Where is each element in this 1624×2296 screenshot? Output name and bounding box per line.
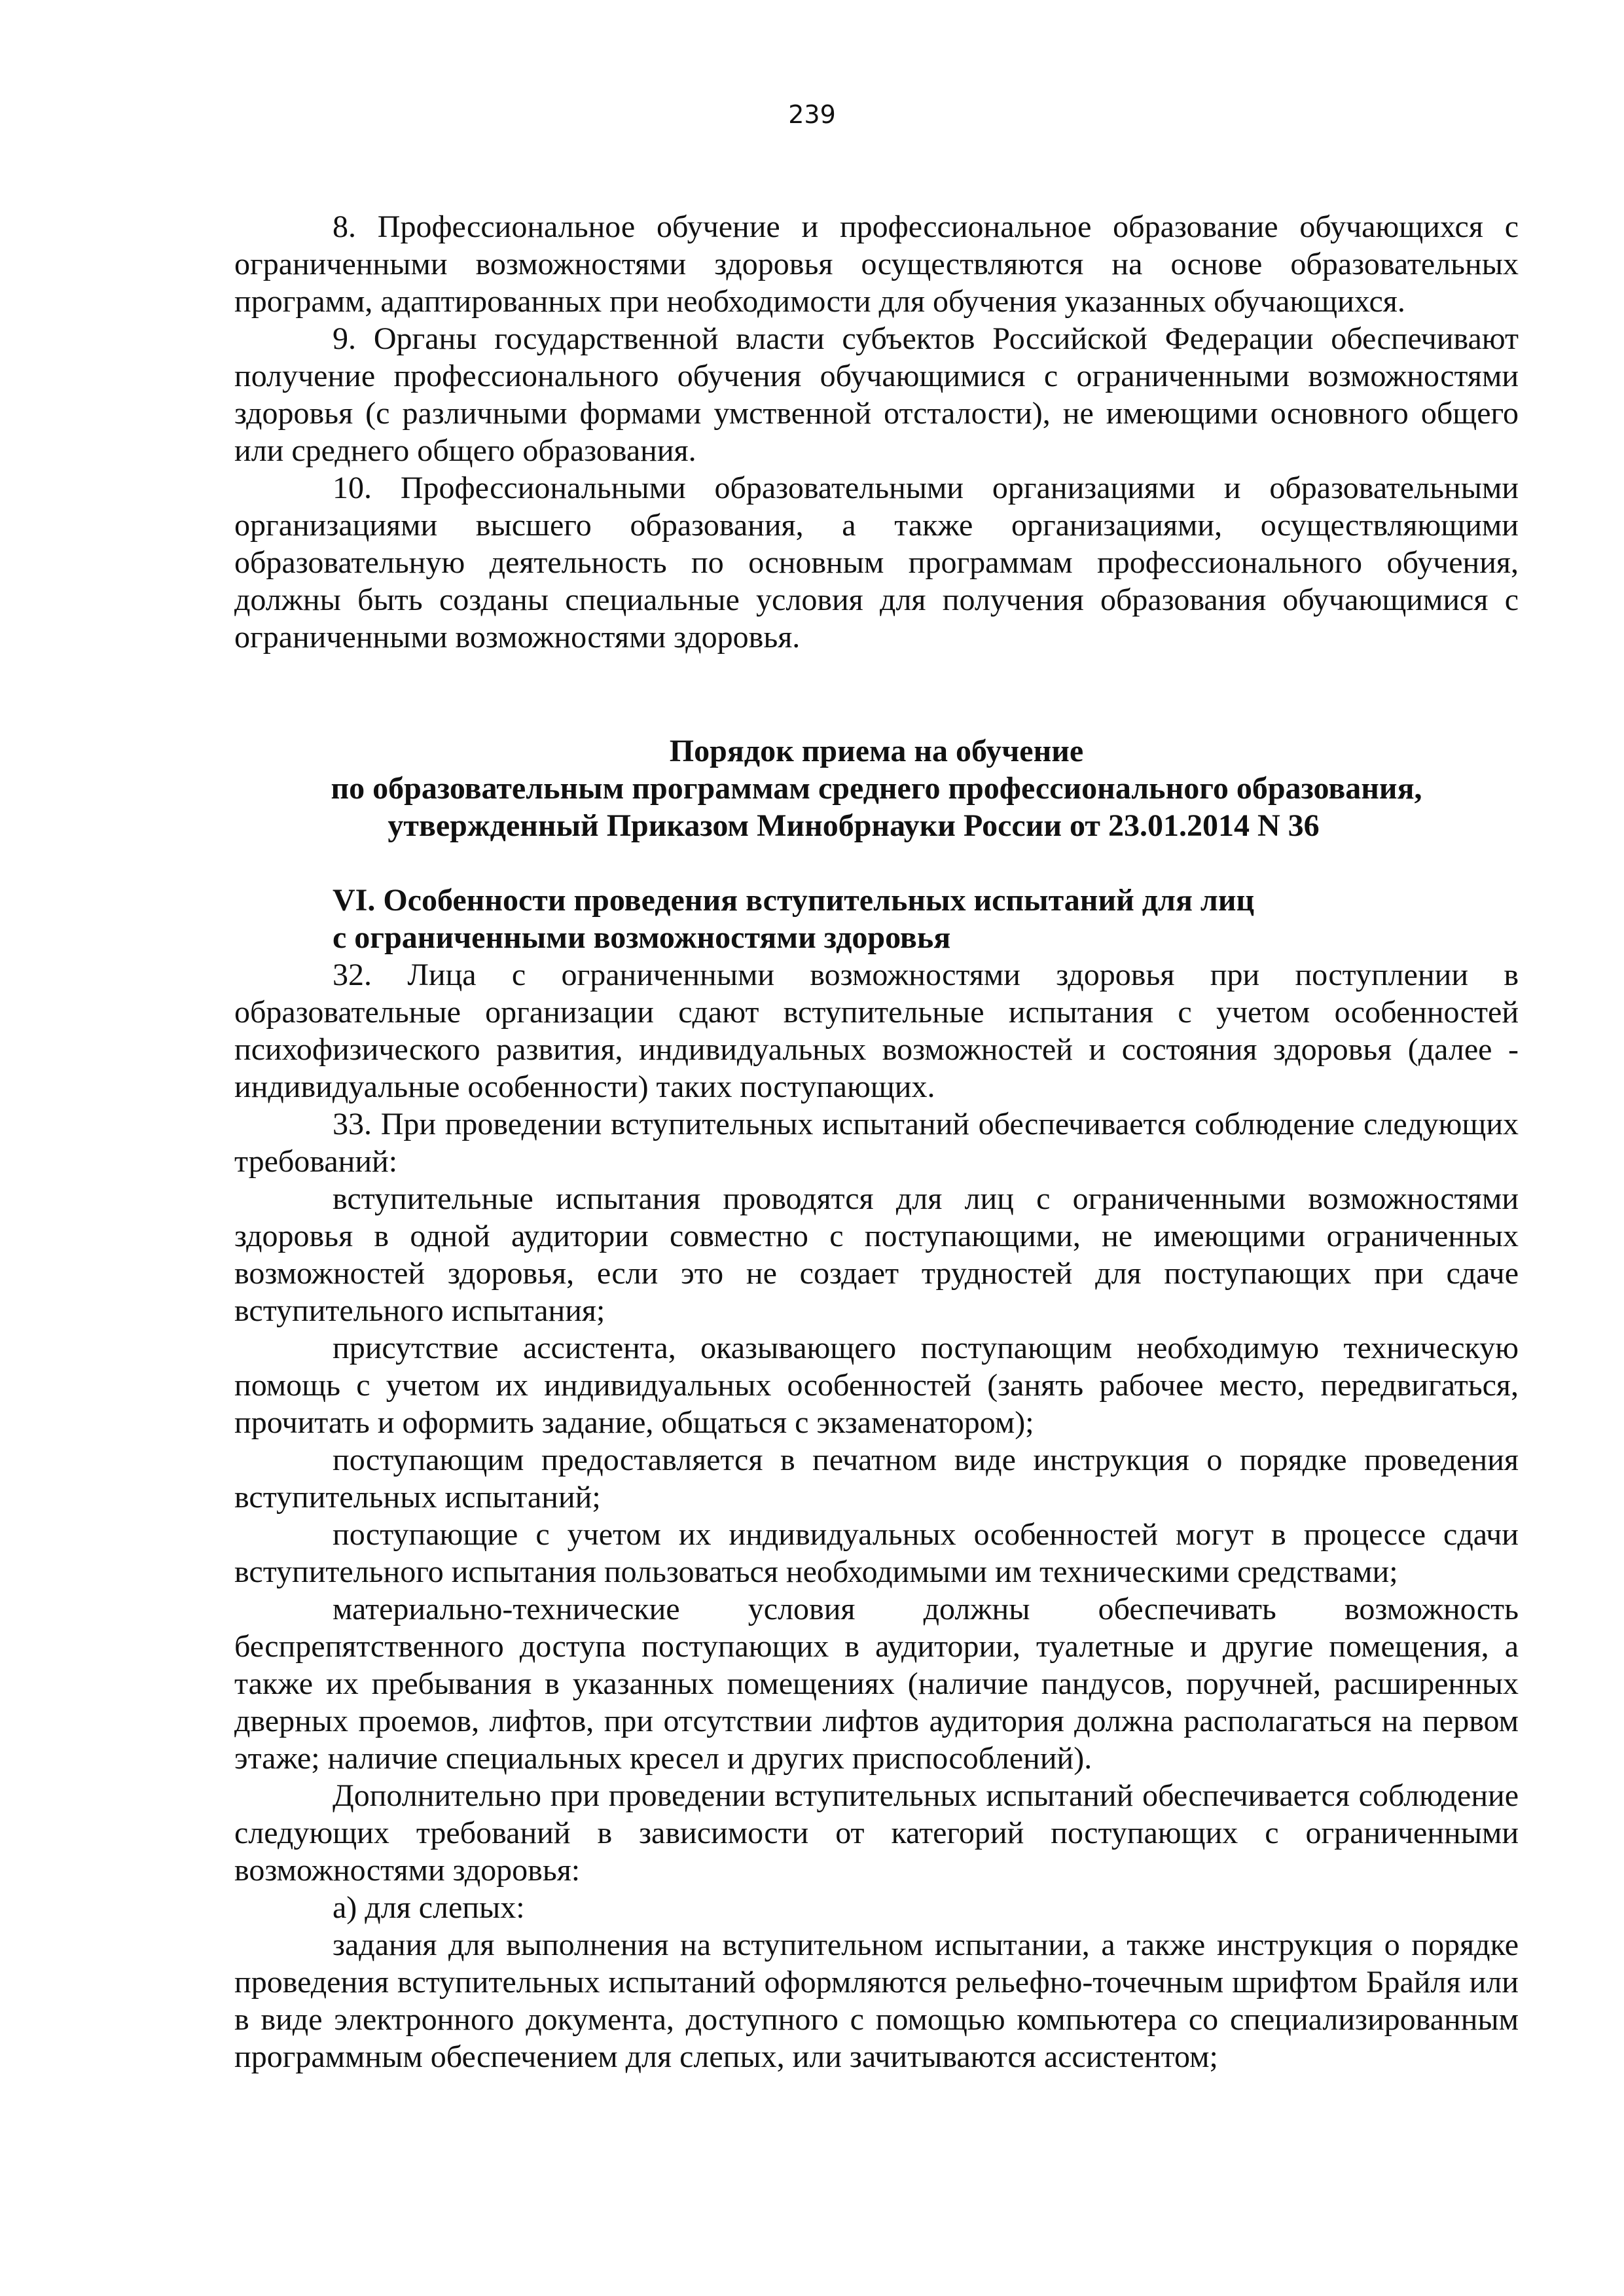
paragraph-10: 10. Профессиональными образовательными организациями и образовательными организациями высшего образования, а также организациями, осуществляющими образовательную деятельность по основным программам профессионального обучения, должны быть созданы специальные условия для получения образования обучающимися с ограниченными возможностями здоровья.	[234, 471, 1519, 655]
requirement-technical-means: поступающие с учетом их индивидуальных особенностей могут в процессе сдачи вступительного испытания пользоваться необходимыми им техническими средствами;	[234, 1517, 1519, 1589]
document-body	[234, 208, 1519, 2075]
requirement-access-conditions: материально-технические условия должны обеспечивать возможность беспрепятственного доступа поступающих в аудитории, туалетные и другие помещения, а также их пребывания в указанных помещениях (наличие пандусов, поручней, расширенных дверных проемов, лифтов, при отсутствии лифтов аудитория должна располагаться на первом этаже; наличие специальных кресел и других приспособлений).	[234, 1592, 1519, 1776]
paragraph-33: 33. При проведении вступительных испытаний обеспечивается соблюдение следующих требований:	[234, 1107, 1519, 1179]
paragraph-9: 9. Органы государственной власти субъектов Российской Федерации обеспечивают получение профессионального обучения обучающимися с ограниченными возможностями здоровья (с различными формами умственной отсталости), не имеющими основного общего или среднего общего образования.	[234, 321, 1519, 468]
main-heading-line-1: Порядок приема на обучение	[669, 734, 1084, 768]
main-heading	[234, 732, 1519, 844]
requirement-assistant: присутствие ассистента, оказывающего поступающим необходимую техническую помощь с учетом их индивидуальных особенностей (занять рабочее место, передвигаться, прочитать и оформить задание, общаться с экзаменатором);	[234, 1331, 1519, 1440]
main-heading-line-2: по образовательным программам среднего профессионального образования,	[331, 771, 1422, 806]
paragraph-additional-requirements: Дополнительно при проведении вступительных испытаний обеспечивается соблюдение следующих требований в зависимости от категорий поступающих с ограниченными возможностями здоровья:	[234, 1778, 1519, 1888]
main-heading-line-3: утвержденный Приказом Минобрнауки России от 23.01.2014 N 36	[388, 808, 1320, 843]
section-heading-line-1: VI. Особенности проведения вступительных испытаний для лиц	[333, 883, 1255, 918]
requirement-same-room: вступительные испытания проводятся для лиц с ограниченными возможностями здоровья в одной аудитории совместно с поступающими, не имеющими ограниченных возможностей здоровья, если это не создает трудностей для поступающих при сдаче вступительного испытания;	[234, 1181, 1519, 1328]
paragraph-32: 32. Лица с ограниченными возможностями здоровья при поступлении в образовательные организации сдают вступительные испытания с учетом особенностей психофизического развития, индивидуальных возможностей и состояния здоровья (далее - индивидуальные особенности) таких поступающих.	[234, 958, 1519, 1104]
requirement-braille: задания для выполнения на вступительном испытании, а также инструкция о порядке проведения вступительных испытаний оформляются рельефно-точечным шрифтом Брайля или в виде электронного документа, доступного с помощью компьютера со специализированным программным обеспечением для слепых, или зачитываются ассистентом;	[234, 1928, 1519, 2074]
section-heading-line-2: с ограниченными возможностями здоровья	[333, 920, 951, 955]
paragraph-8: 8. Профессиональное обучение и профессиональное образование обучающихся с ограниченными возможностями здоровья осуществляются на основе образовательных программ, адаптированных при необходимости для обучения указанных обучающихся.	[234, 209, 1519, 319]
requirement-printed-instruction: поступающим предоставляется в печатном виде инструкция о порядке проведения вступительных испытаний;	[234, 1443, 1519, 1515]
section-heading	[234, 882, 1519, 956]
page-number: 239	[788, 100, 836, 129]
list-item-blind: а) для слепых:	[333, 1890, 525, 1925]
